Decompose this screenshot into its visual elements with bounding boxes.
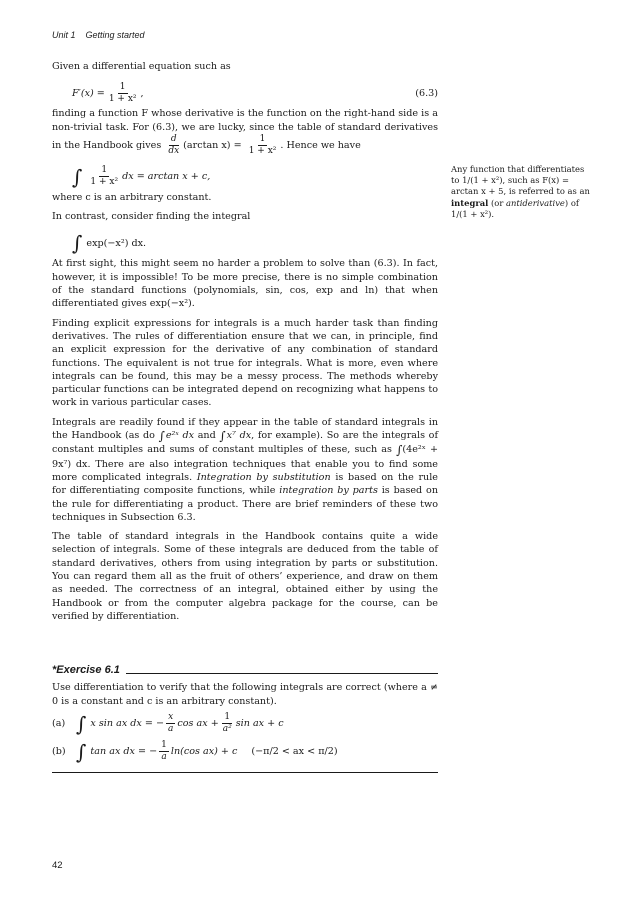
- margin-note: Any function that differentiates to 1/(1 + x²), such as F(x) = arctan x + 5, is referred to as an integral (or antiderivative) of 1/(1 + x²).: [451, 164, 590, 219]
- eq63-denominator: 1 + x²: [108, 93, 137, 104]
- integral-sign-icon: ∫: [72, 231, 83, 256]
- eq63-numerator: 1: [119, 81, 126, 92]
- exercise-intro: Use differentiation to verify that the following integrals are correct (where a ≠ 0 is a constant and c is an arbitrary constant).: [52, 682, 438, 707]
- integral-sign-icon: ∫: [396, 443, 403, 458]
- unit-title: Getting started: [85, 30, 145, 40]
- integral-sign-icon: ∫: [76, 739, 87, 764]
- paragraph-2: finding a function F whose derivative is the function on the right-hand side is a non-trivial task. For (6.3), we are lucky, since the table of standard derivatives in the Handbook gives $\frac{d}{dx}$ (arctan x) = $\frac{1}{\text{1 + x²}}$ . Hence we have: [52, 108, 438, 156]
- exercise-box: [52, 664, 438, 773]
- paragraph-6: Finding explicit expressions for integrals is a much harder task than finding derivatives. The rules of differentiation ensure that we can, in principle, find an explicit expression for the derivative of any combination of standard functions. The equivalent is not true for integrals. What is more, even where integrals can be found, this may be a messy process. The methods whereby particular functions can be integrated depend on recognizing what happens to work in various particular cases.: [52, 317, 438, 409]
- exercise-header: [52, 664, 438, 677]
- paragraph-5: At first sight, this might seem no harder a problem to solve than (6.3). In fact, however, it is impossible! To be more precise, there is no simple combination of the standard functions (polynomials, sin, cos, exp and ln) that when differentiated gives exp(−x²).: [52, 258, 438, 310]
- equation-integral-arctan: ∫ $\frac{1}{\text{1 + x²}}$ dx = arctan x + c,: [72, 164, 211, 189]
- running-header: [52, 30, 145, 40]
- main-text: [52, 60, 438, 629]
- integral-sign-icon: ∫: [219, 429, 226, 444]
- term-antiderivative: antiderivative: [506, 197, 565, 208]
- integral-sign-icon: ∫: [72, 164, 83, 189]
- integral-sign-icon: ∫: [76, 711, 87, 736]
- page-number: 42: [52, 860, 63, 871]
- eq63-fraction: [107, 82, 139, 105]
- term-integration-by-parts: integration by parts: [279, 485, 378, 497]
- exercise-part-a: (a) ∫ x sin ax dx = − $\frac{x}{a}$ cos ax + $\frac{1}{\text{a²}}$ sin ax + c: [52, 711, 284, 736]
- integral-sign-icon: ∫: [158, 429, 165, 444]
- exercise-bottom-rule: [52, 772, 438, 773]
- paragraph-4: In contrast, consider finding the integral: [52, 211, 251, 223]
- exercise-title: *Exercise 6.1: [52, 664, 120, 676]
- paragraph-7: Integrals are readily found if they appear in the table of standard integrals in the Handbook (as do ∫ e²ˣ dx and ∫ x⁷ dx, for example). So are the integrals of constant multiples and sums of constant multiples of these, such as ∫(4e²ˣ + 9x⁷) dx. There are also integration techniques that enable you to find some more complicated integrals. Integration by substitution is based on the rule for differentiating composite functions, while integration by parts is based on the rule for differentiating a product. There are brief reminders of these two techniques in Subsection 6.3.: [52, 416, 438, 523]
- deriv-fraction-d: $\frac{d}{dx}$: [168, 133, 180, 156]
- paragraph-1: Given a differential equation such as: [52, 61, 231, 72]
- exercise-top-rule: [126, 673, 438, 674]
- equation-6-3: [52, 79, 438, 107]
- unit-label: Unit 1: [52, 30, 76, 40]
- term-integral: integral: [451, 197, 489, 208]
- paragraph-3: where c is an arbitrary constant.: [52, 191, 212, 203]
- term-integration-by-substitution: Integration by substitution: [196, 471, 331, 483]
- paragraph-8: The table of standard integrals in the Handbook contains quite a wide selection of integrals. Some of these integrals are deduced from the table of standard derivatives, others from using integration by parts or substitution. You can regard them all as the fruit of others’ experience, and draw on them as needed. The correctness of an integral, obtained either by using the Handbook or from the computer algebra package for the course, can be verified by differentiation.: [52, 531, 438, 622]
- exercise-part-b: (b) ∫ tan ax dx = − $\frac{1}{a}$ ln(cos ax) + c (−π/2 < ax < π/2): [52, 739, 338, 764]
- deriv-fraction-arctan: $\frac{1}{\text{1 + x²}}$: [248, 133, 277, 156]
- exercise-b-condition: (−π/2 < ax < π/2): [251, 746, 338, 758]
- eq63-lhs: F′(x) =: [72, 87, 105, 99]
- eq63-tail: ,: [140, 87, 144, 99]
- equation-number: (6.3): [415, 88, 438, 100]
- equation-integral-exp: ∫ exp(−x²) dx.: [72, 231, 147, 256]
